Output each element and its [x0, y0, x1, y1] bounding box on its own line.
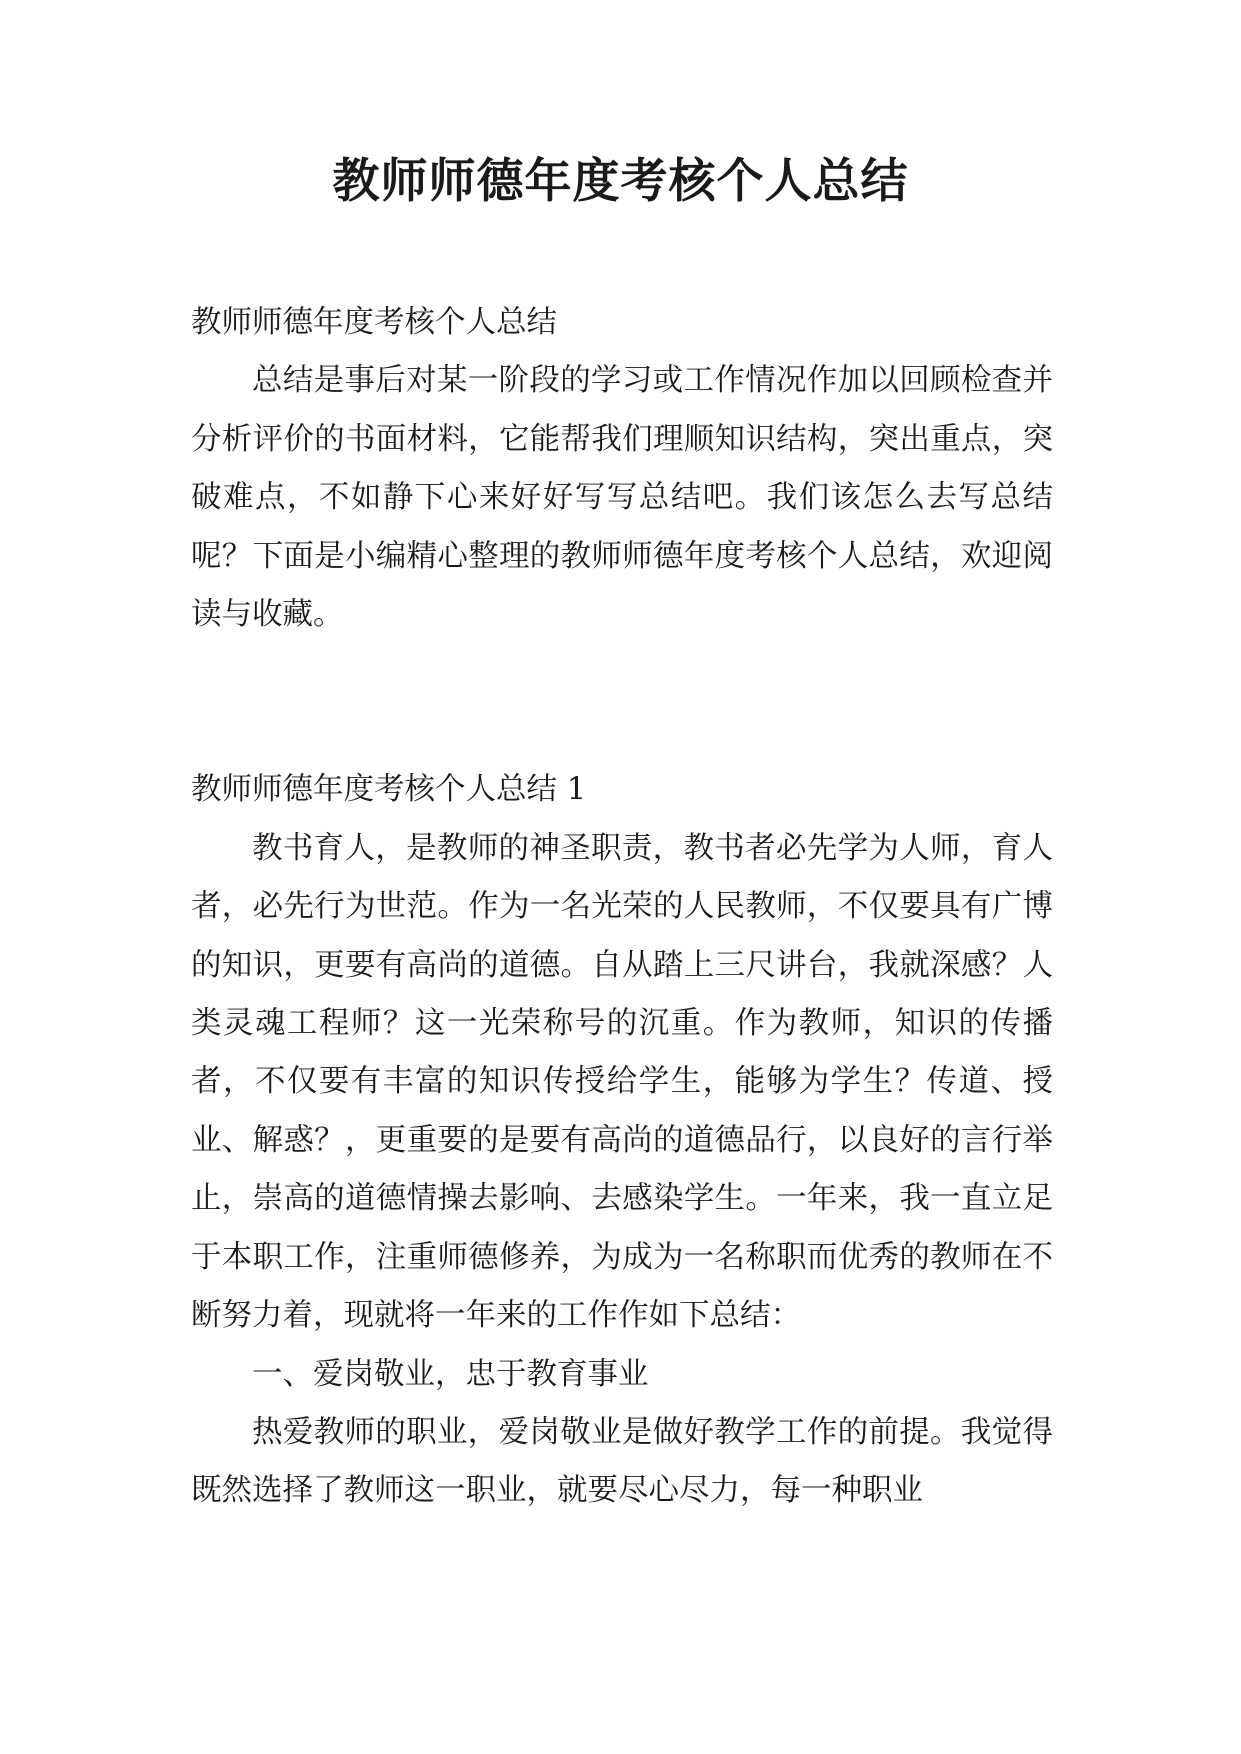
section-spacer [191, 644, 1053, 761]
section1-paragraph1: 教书育人，是教师的神圣职责，教书者必先学为人师，育人者，必先行为世范。作为一名光荣的人民教师，不仅要具有广博的知识，更要有高尚的道德。自从踏上三尺讲台，我就深感？人类灵魂工程师？这一光荣称号的沉重。作为教师，知识的传播者，不仅要有丰富的知识传授给学生，能够为学生？传道、授业、解惑？，更重要的是要有高尚的道德品行，以良好的言行举止，崇高的道德情操去影响、去感染学生。一年来，我一直立足于本职工作，注重师德修养，为成为一名称职而优秀的教师在不断努力着，现就将一年来的工作作如下总结： [191, 830, 1053, 1334]
intro-heading: 教师师德年度考核个人总结 [191, 305, 557, 340]
document-body [191, 294, 1053, 1521]
document-title: 教师师德年度考核个人总结 [332, 154, 909, 209]
section1-point1-paragraph: 热爱教师的职业，爱岗敬业是做好教学工作的前提。我觉得既然选择了教师这一职业，就要尽心尽力，每一种职业 [191, 1414, 1053, 1509]
section1-heading: 教师师德年度考核个人总结 1 [191, 772, 587, 808]
section1-point1-heading: 一、爱岗敬业，忠于教育事业 [252, 1356, 649, 1392]
intro-paragraph: 总结是事后对某一阶段的学习或工作情况作加以回顾检查并分析评价的书面材料，它能帮我们理顺知识结构，突出重点，突破难点，不如静下心来好好写写总结吧。我们该怎么去写总结呢？下面是小编精心整理的教师师德年度考核个人总结，欢迎阅读与收藏。 [191, 363, 1053, 633]
